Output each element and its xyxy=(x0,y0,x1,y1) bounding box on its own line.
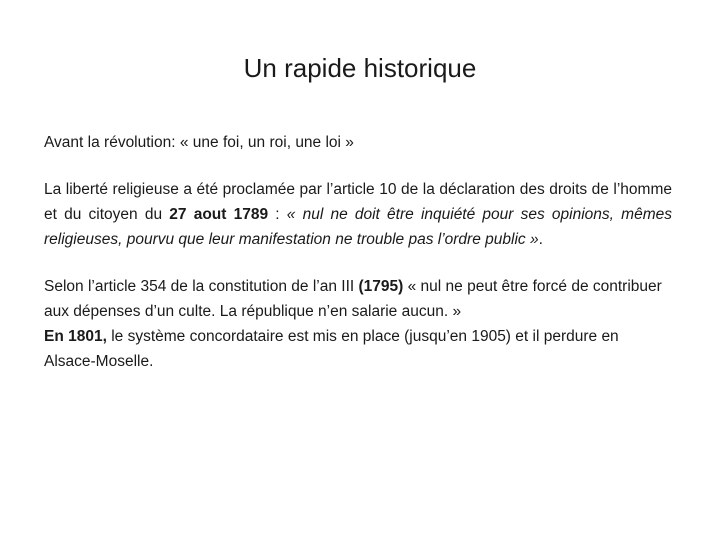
text-segment: « nul ne peut être forcé de contribuer aux dépenses d’un culte. La république n’en salarie aucun. » xyxy=(44,278,662,320)
spacer xyxy=(44,155,672,177)
text-segment: . xyxy=(538,231,543,248)
year-bold: (1795) xyxy=(358,278,404,295)
text-segment: le système concordataire est mis en place (jusqu’en 1905) et il perdure en Alsace-Moselle. xyxy=(44,328,619,370)
date-bold: 27 aout 1789 xyxy=(169,206,269,223)
text-segment: La liberté religieuse a été proclamée par l’article 10 de la déclaration des droits de l’homme et du citoyen du xyxy=(44,181,672,223)
slide-title: Un rapide historique xyxy=(243,53,477,83)
paragraph-concordat xyxy=(44,324,672,374)
paragraph-constitution xyxy=(44,274,672,324)
text-segment: Selon l’article 354 de la constitution de l’an III xyxy=(44,278,359,295)
text-segment: : xyxy=(268,206,287,223)
quote-italic: « nul ne doit être inquiété pour ses opinions, mêmes religieuses, pourvu que leur manifestation ne trouble pas l’ordre public » xyxy=(44,206,672,248)
slide-body xyxy=(44,130,672,374)
paragraph-before-revolution: Avant la révolution: « une foi, un roi, une loi » xyxy=(44,134,354,151)
paragraph-religious-freedom xyxy=(44,177,672,252)
spacer xyxy=(44,252,672,274)
year-bold: En 1801, xyxy=(44,328,107,345)
